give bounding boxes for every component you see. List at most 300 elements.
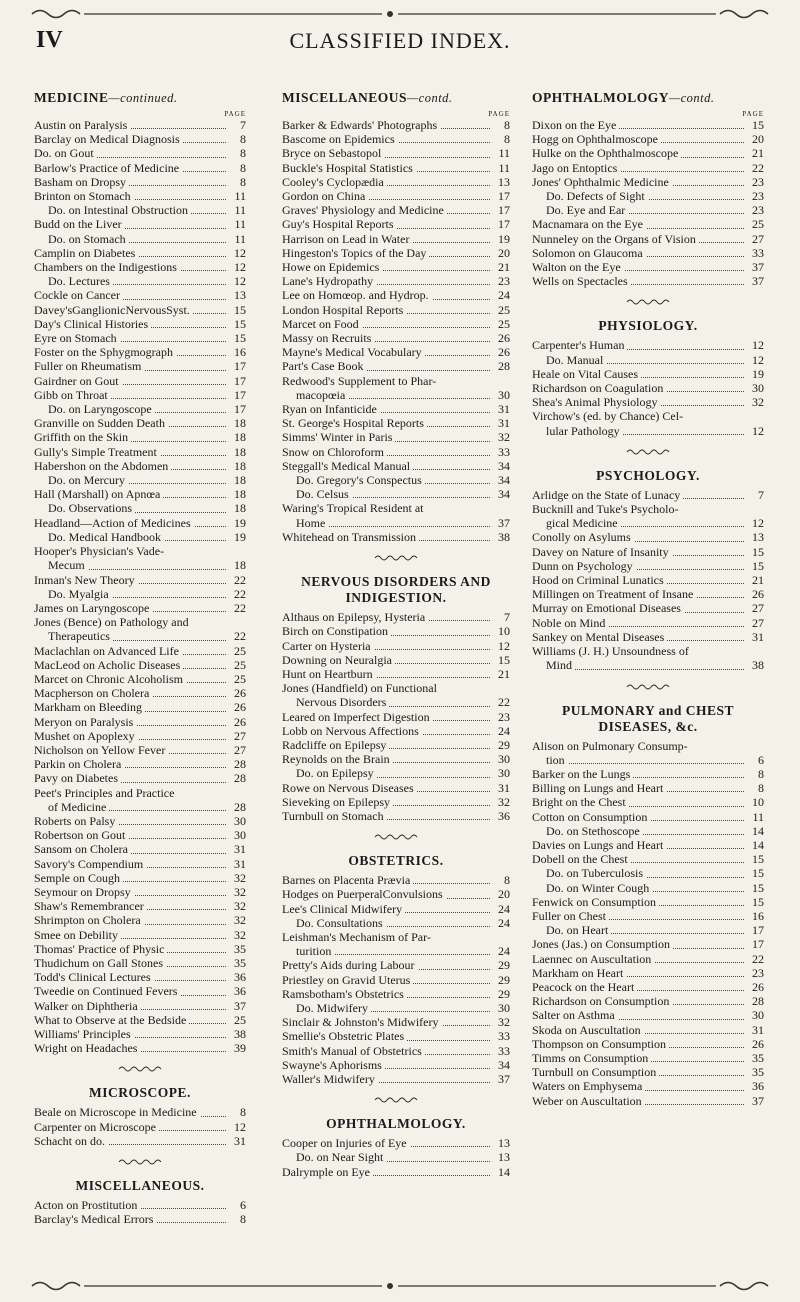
index-entry <box>282 653 510 667</box>
entry-page-number: 13 <box>229 288 246 302</box>
top-ornament-rule <box>30 6 770 22</box>
section-heading-continued: —continued. <box>108 91 178 105</box>
index-entry <box>34 928 246 942</box>
entry-title: Habershon on the Abdomen <box>34 459 171 473</box>
entry-title: Chambers on the Indigestions <box>34 260 180 274</box>
entry-page-number: 24 <box>493 902 510 916</box>
entry-page-number: 29 <box>493 958 510 972</box>
entry-page-number: 8 <box>229 1105 246 1119</box>
index-entry <box>282 118 510 132</box>
entry-page-number: 32 <box>229 899 246 913</box>
index-entry <box>532 118 764 132</box>
entry-page-number: 37 <box>747 260 764 274</box>
index-entry <box>282 1072 510 1086</box>
index-entry <box>532 852 764 866</box>
entry-title: Dunn on Psychology <box>532 559 636 573</box>
page-column-label: PAGE <box>224 110 246 118</box>
index-entry <box>34 161 246 175</box>
index-entry <box>282 752 510 766</box>
index-entry <box>34 743 246 757</box>
entry-title: Inman's New Theory <box>34 573 138 587</box>
entry-title: Austin on Paralysis <box>34 118 130 132</box>
entry-title: Do. Defects of Sight <box>532 189 648 203</box>
section-heading-miscellaneous <box>282 90 510 106</box>
section-divider <box>626 298 670 306</box>
entry-title: of Medicine <box>34 800 109 814</box>
entry-page-number: 8 <box>493 118 510 132</box>
index-entry <box>34 629 246 643</box>
index-entry <box>282 1165 510 1179</box>
entry-title: Do. Consultations <box>282 916 386 930</box>
entry-title: Part's Case Book <box>282 359 367 373</box>
entry-page-number: 38 <box>747 658 764 672</box>
entry-page-number: 27 <box>747 616 764 630</box>
index-entry <box>282 1029 510 1043</box>
entry-page-number: 24 <box>493 724 510 738</box>
index-entry <box>34 175 246 189</box>
entry-page-number: 13 <box>493 1136 510 1150</box>
entry-page-number: 33 <box>747 246 764 260</box>
entry-title: Bascome on Epidemics <box>282 132 398 146</box>
entry-page-number: 26 <box>747 587 764 601</box>
entry-title: Do. Gregory's Conspectus <box>282 473 425 487</box>
entry-title: Turnbull on Stomach <box>282 809 387 823</box>
index-entry <box>34 516 246 530</box>
entry-title: Do. Celsus <box>282 487 352 501</box>
entry-title: Jones' Ophthalmic Medicine <box>532 175 672 189</box>
index-entry <box>282 944 510 958</box>
entry-title: Thomas' Practice of Physic <box>34 942 167 956</box>
entry-title: What to Observe at the Bedside <box>34 1013 189 1027</box>
entry-title: Do. on Stomach <box>34 232 129 246</box>
entry-title: Jago on Entoptics <box>532 161 620 175</box>
index-entry <box>532 395 764 409</box>
index-entry <box>532 161 764 175</box>
entry-page-number: 17 <box>493 217 510 231</box>
entry-page-number: 8 <box>493 132 510 146</box>
entry-page-number: 15 <box>747 895 764 909</box>
entry-title: Do. on Epilepsy <box>282 766 377 780</box>
entry-title: Hogg on Ophthalmoscope <box>532 132 661 146</box>
entry-title: Do. Midwifery <box>282 1001 371 1015</box>
entry-title: Griffith on the Skin <box>34 430 131 444</box>
index-column-2 <box>282 90 510 1179</box>
entry-page-number: 20 <box>493 887 510 901</box>
entry-title: Barnes on Placenta Prævia <box>282 873 413 887</box>
index-entry <box>532 824 764 838</box>
entry-page-number: 35 <box>229 956 246 970</box>
entry-page-number: 7 <box>747 488 764 502</box>
section-heading-miscellaneous <box>34 1178 246 1194</box>
entry-title: MacLeod on Acholic Diseases <box>34 658 183 672</box>
entry-title: Lobb on Nervous Affections <box>282 724 422 738</box>
index-entry <box>34 828 246 842</box>
entry-page-number: 7 <box>229 118 246 132</box>
entry-page-number: 12 <box>493 639 510 653</box>
entry-page-number: 33 <box>493 445 510 459</box>
entry-page-number: 20 <box>747 132 764 146</box>
entry-title: Laennec on Auscultation <box>532 952 654 966</box>
entry-title: Barker & Edwards' Photographs <box>282 118 440 132</box>
section-heading-text: NERVOUS DISORDERS AND INDIGESTION. <box>301 574 491 606</box>
index-entry <box>34 1027 246 1041</box>
index-entry <box>34 885 246 899</box>
entry-title: Alison on Pulmonary Consump- <box>532 739 691 753</box>
entry-title: Salter on Asthma <box>532 1008 618 1022</box>
index-entry <box>34 260 246 274</box>
entry-title: Cooley's Cyclopædia <box>282 175 387 189</box>
index-entry <box>532 1051 764 1065</box>
section-heading-psychology <box>532 468 764 484</box>
entry-page-number: 26 <box>493 331 510 345</box>
entry-page-number: 30 <box>493 1001 510 1015</box>
entry-title: Do. Observations <box>34 501 135 515</box>
index-entry <box>34 587 246 601</box>
entry-page-number: 6 <box>747 753 764 767</box>
entry-title: Peacock on the Heart <box>532 980 637 994</box>
entry-page-number: 17 <box>229 359 246 373</box>
entry-title: Fuller on Chest <box>532 909 609 923</box>
entry-page-number: 18 <box>229 487 246 501</box>
entry-title: Maclachlan on Advanced Life <box>34 644 182 658</box>
index-entry <box>532 232 764 246</box>
section-heading-text: OPHTHALMOLOGY <box>532 90 670 105</box>
entry-page-number: 12 <box>747 338 764 352</box>
entry-title: Seymour on Dropsy <box>34 885 134 899</box>
entry-title: Skoda on Auscultation <box>532 1023 644 1037</box>
entry-title: Ryan on Infanticide <box>282 402 380 416</box>
index-entry <box>282 203 510 217</box>
index-entry <box>282 246 510 260</box>
section-heading-text: MICROSCOPE. <box>89 1085 191 1101</box>
index-entry <box>282 516 510 530</box>
entry-page-number: 34 <box>493 473 510 487</box>
entry-page-number: 33 <box>493 1044 510 1058</box>
entry-page-number: 11 <box>229 217 246 231</box>
index-entry <box>34 814 246 828</box>
entry-title: Hunt on Heartburn <box>282 667 376 681</box>
entry-title: Nunneley on the Organs of Vision <box>532 232 699 246</box>
entry-page-number: 17 <box>229 374 246 388</box>
entry-page-number: 36 <box>747 1079 764 1093</box>
entry-title: Do. Myalgia <box>34 587 112 601</box>
entry-page-number: 18 <box>229 473 246 487</box>
index-entry <box>532 952 764 966</box>
index-entry <box>532 559 764 573</box>
index-entry <box>282 902 510 916</box>
index-entry <box>532 795 764 809</box>
entry-title: Mayne's Medical Vocabulary <box>282 345 425 359</box>
entry-page-number: 38 <box>493 530 510 544</box>
entry-page-number: 32 <box>229 913 246 927</box>
index-entry <box>34 601 246 615</box>
entry-page-number: 14 <box>493 1165 510 1179</box>
index-entry <box>532 1079 764 1093</box>
entry-page-number: 8 <box>229 161 246 175</box>
section-heading-continued: —contd. <box>407 91 453 105</box>
entry-title: Harrison on Lead in Water <box>282 232 412 246</box>
index-entry <box>282 1058 510 1072</box>
index-entry <box>282 710 510 724</box>
index-entry <box>34 842 246 856</box>
entry-title: Parkin on Cholera <box>34 757 124 771</box>
entry-page-number: 17 <box>229 402 246 416</box>
entry-title: Carpenter's Human <box>532 338 627 352</box>
section-divider <box>626 448 670 456</box>
entry-page-number: 23 <box>747 175 764 189</box>
index-entry <box>282 610 510 624</box>
index-entry <box>532 367 764 381</box>
entry-page-number: 31 <box>747 630 764 644</box>
entry-page-number: 10 <box>747 795 764 809</box>
entry-page-number: 8 <box>493 873 510 887</box>
entry-page-number: 30 <box>493 752 510 766</box>
index-entry <box>282 695 510 709</box>
entry-page-number: 32 <box>493 430 510 444</box>
entry-page-number: 31 <box>493 781 510 795</box>
entry-page-number: 15 <box>747 545 764 559</box>
entry-page-number: 31 <box>229 1134 246 1148</box>
entry-title: Schacht on do. <box>34 1134 108 1148</box>
entry-title: Noble on Mind <box>532 616 608 630</box>
entry-title: Billing on Lungs and Heart <box>532 781 666 795</box>
entry-page-number: 26 <box>747 980 764 994</box>
index-entry <box>532 545 764 559</box>
entry-page-number: 37 <box>493 516 510 530</box>
index-entry <box>532 753 764 767</box>
index-entry <box>34 416 246 430</box>
index-entry <box>34 857 246 871</box>
section-heading-medicine <box>34 90 246 106</box>
section-heading-ophthalmology <box>282 1116 510 1132</box>
entry-title: Dobell on the Chest <box>532 852 631 866</box>
entry-page-number: 8 <box>229 146 246 160</box>
entry-page-number: 30 <box>747 381 764 395</box>
entry-title: Waters on Emphysema <box>532 1079 645 1093</box>
index-entry <box>34 1120 246 1134</box>
entry-page-number: 26 <box>229 715 246 729</box>
entry-page-number: 12 <box>229 246 246 260</box>
entry-page-number: 18 <box>229 459 246 473</box>
index-entry <box>532 601 764 615</box>
entry-page-number: 31 <box>229 842 246 856</box>
entry-page-number: 19 <box>747 367 764 381</box>
index-entry <box>282 738 510 752</box>
entry-title: Meryon on Paralysis <box>34 715 136 729</box>
entry-title: Hingeston's Topics of the Day <box>282 246 429 260</box>
entry-page-number: 14 <box>747 824 764 838</box>
entry-page-number: 25 <box>229 1013 246 1027</box>
entry-title: Jones (Jas.) on Consumption <box>532 937 673 951</box>
entry-title: Sansom on Cholera <box>34 842 131 856</box>
entry-page-number: 37 <box>493 1072 510 1086</box>
entry-title: Virchow's (ed. by Chance) Cel- <box>532 409 686 423</box>
entry-title: Lee on Homœop. and Hydrop. <box>282 288 432 302</box>
entry-page-number: 28 <box>229 800 246 814</box>
entry-page-number: 33 <box>493 1029 510 1043</box>
index-entry <box>282 388 510 402</box>
entry-page-number: 23 <box>747 966 764 980</box>
entry-page-number: 18 <box>229 416 246 430</box>
index-entry <box>34 146 246 160</box>
entry-page-number: 12 <box>747 516 764 530</box>
index-entry <box>532 994 764 1008</box>
entry-title: Conolly on Asylums <box>532 530 634 544</box>
entry-title: Thompson on Consumption <box>532 1037 669 1051</box>
index-entry <box>532 203 764 217</box>
index-entry <box>34 274 246 288</box>
entry-page-number: 15 <box>747 852 764 866</box>
index-entry <box>532 516 764 530</box>
index-entry <box>532 274 764 288</box>
index-entry <box>34 771 246 785</box>
entry-title: Graves' Physiology and Medicine <box>282 203 447 217</box>
entry-title: Do. on Mercury <box>34 473 128 487</box>
index-entry <box>282 639 510 653</box>
entry-title: Heale on Vital Causes <box>532 367 641 381</box>
entry-title: Gully's Simple Treatment <box>34 445 160 459</box>
entry-page-number: 8 <box>747 781 764 795</box>
index-entry <box>282 624 510 638</box>
entry-title: Barclay on Medical Diagnosis <box>34 132 183 146</box>
index-entry <box>34 913 246 927</box>
index-entry <box>532 1023 764 1037</box>
entry-title: Turnbull on Consumption <box>532 1065 659 1079</box>
entry-title: Pretty's Aids during Labour <box>282 958 418 972</box>
index-entry <box>282 430 510 444</box>
index-entry <box>532 573 764 587</box>
section-heading-text: PHYSIOLOGY. <box>598 318 698 334</box>
index-entry <box>34 288 246 302</box>
entry-page-number: 30 <box>493 388 510 402</box>
index-entry <box>34 303 246 317</box>
entry-title: Davies on Lungs and Heart <box>532 838 666 852</box>
entry-page-number: 23 <box>493 710 510 724</box>
entry-page-number: 35 <box>229 942 246 956</box>
index-entry <box>282 809 510 823</box>
entry-page-number: 15 <box>229 303 246 317</box>
entry-page-number: 15 <box>493 653 510 667</box>
section-divider <box>118 1158 162 1166</box>
entry-page-number: 14 <box>747 838 764 852</box>
entry-page-number: 17 <box>747 923 764 937</box>
index-entry <box>282 681 510 695</box>
entry-title: Roberts on Palsy <box>34 814 118 828</box>
index-entry <box>282 473 510 487</box>
entry-page-number: 12 <box>747 353 764 367</box>
entry-page-number: 15 <box>229 331 246 345</box>
entry-title: Murray on Emotional Diseases <box>532 601 684 615</box>
entry-title: Day's Clinical Histories <box>34 317 151 331</box>
entry-title: Smith's Manual of Obstetrics <box>282 1044 425 1058</box>
index-entry <box>282 916 510 930</box>
index-entry <box>34 899 246 913</box>
index-entry <box>532 1037 764 1051</box>
section-heading-physiology <box>532 318 764 334</box>
index-entry <box>282 175 510 189</box>
index-entry <box>532 189 764 203</box>
index-entry <box>282 1150 510 1164</box>
entry-page-number: 32 <box>229 928 246 942</box>
entry-title: Do. on Tuberculosis <box>532 866 646 880</box>
entry-title: Marcet on Chronic Alcoholism <box>34 672 186 686</box>
index-entry <box>532 175 764 189</box>
entry-page-number: 15 <box>747 881 764 895</box>
index-column-3 <box>532 90 764 1108</box>
entry-title: Thudichum on Gall Stones <box>34 956 166 970</box>
entry-page-number: 24 <box>493 916 510 930</box>
section-heading-nervous-disorders-and-indigestion <box>282 574 510 606</box>
index-entry <box>532 246 764 260</box>
index-entry <box>532 132 764 146</box>
index-entry <box>34 942 246 956</box>
entry-page-number: 17 <box>493 189 510 203</box>
entry-page-number: 21 <box>493 667 510 681</box>
entry-page-number: 25 <box>229 644 246 658</box>
index-entry <box>34 189 246 203</box>
index-entry <box>532 923 764 937</box>
entry-page-number: 18 <box>229 501 246 515</box>
index-entry <box>282 930 510 944</box>
entry-page-number: 29 <box>493 973 510 987</box>
entry-page-number: 16 <box>747 909 764 923</box>
index-entry <box>34 786 246 800</box>
index-entry <box>34 999 246 1013</box>
entry-title: Millingen on Treatment of Insane <box>532 587 696 601</box>
index-entry <box>34 970 246 984</box>
index-entry <box>34 544 246 558</box>
entry-page-number: 8 <box>229 1212 246 1226</box>
entry-page-number: 22 <box>747 952 764 966</box>
index-entry <box>532 353 764 367</box>
entry-page-number: 17 <box>747 937 764 951</box>
index-entry <box>532 980 764 994</box>
entry-page-number: 13 <box>493 1150 510 1164</box>
entry-page-number: 8 <box>747 767 764 781</box>
entry-page-number: 12 <box>747 424 764 438</box>
index-entry <box>532 937 764 951</box>
entry-page-number: 34 <box>493 1058 510 1072</box>
index-entry <box>34 487 246 501</box>
entry-title: Pavy on Diabetes <box>34 771 121 785</box>
index-entry <box>282 345 510 359</box>
entry-title: Wells on Spectacles <box>532 274 631 288</box>
index-entry <box>282 781 510 795</box>
index-entry <box>34 984 246 998</box>
section-heading-obstetrics <box>282 853 510 869</box>
index-entry <box>282 161 510 175</box>
index-entry <box>34 686 246 700</box>
entry-page-number: 18 <box>229 430 246 444</box>
entry-page-number: 19 <box>229 530 246 544</box>
entry-title: Downing on Neuralgia <box>282 653 395 667</box>
entry-title: Gairdner on Gout <box>34 374 122 388</box>
entry-title: Gordon on China <box>282 189 368 203</box>
entry-title: Sinclair & Johnston's Midwifery <box>282 1015 442 1029</box>
page-number: IV <box>36 27 63 53</box>
entry-title: Waller's Midwifery <box>282 1072 378 1086</box>
entry-title: Jones (Handfield) on Functional <box>282 681 440 695</box>
entry-title: Camplin on Diabetes <box>34 246 138 260</box>
entry-page-number: 11 <box>229 232 246 246</box>
index-entry <box>532 909 764 923</box>
entry-page-number: 23 <box>747 189 764 203</box>
index-entry <box>532 488 764 502</box>
index-entry <box>282 795 510 809</box>
entry-title: Swayne's Aphorisms <box>282 1058 385 1072</box>
index-entry <box>532 739 764 753</box>
entry-page-number: 39 <box>229 1041 246 1055</box>
